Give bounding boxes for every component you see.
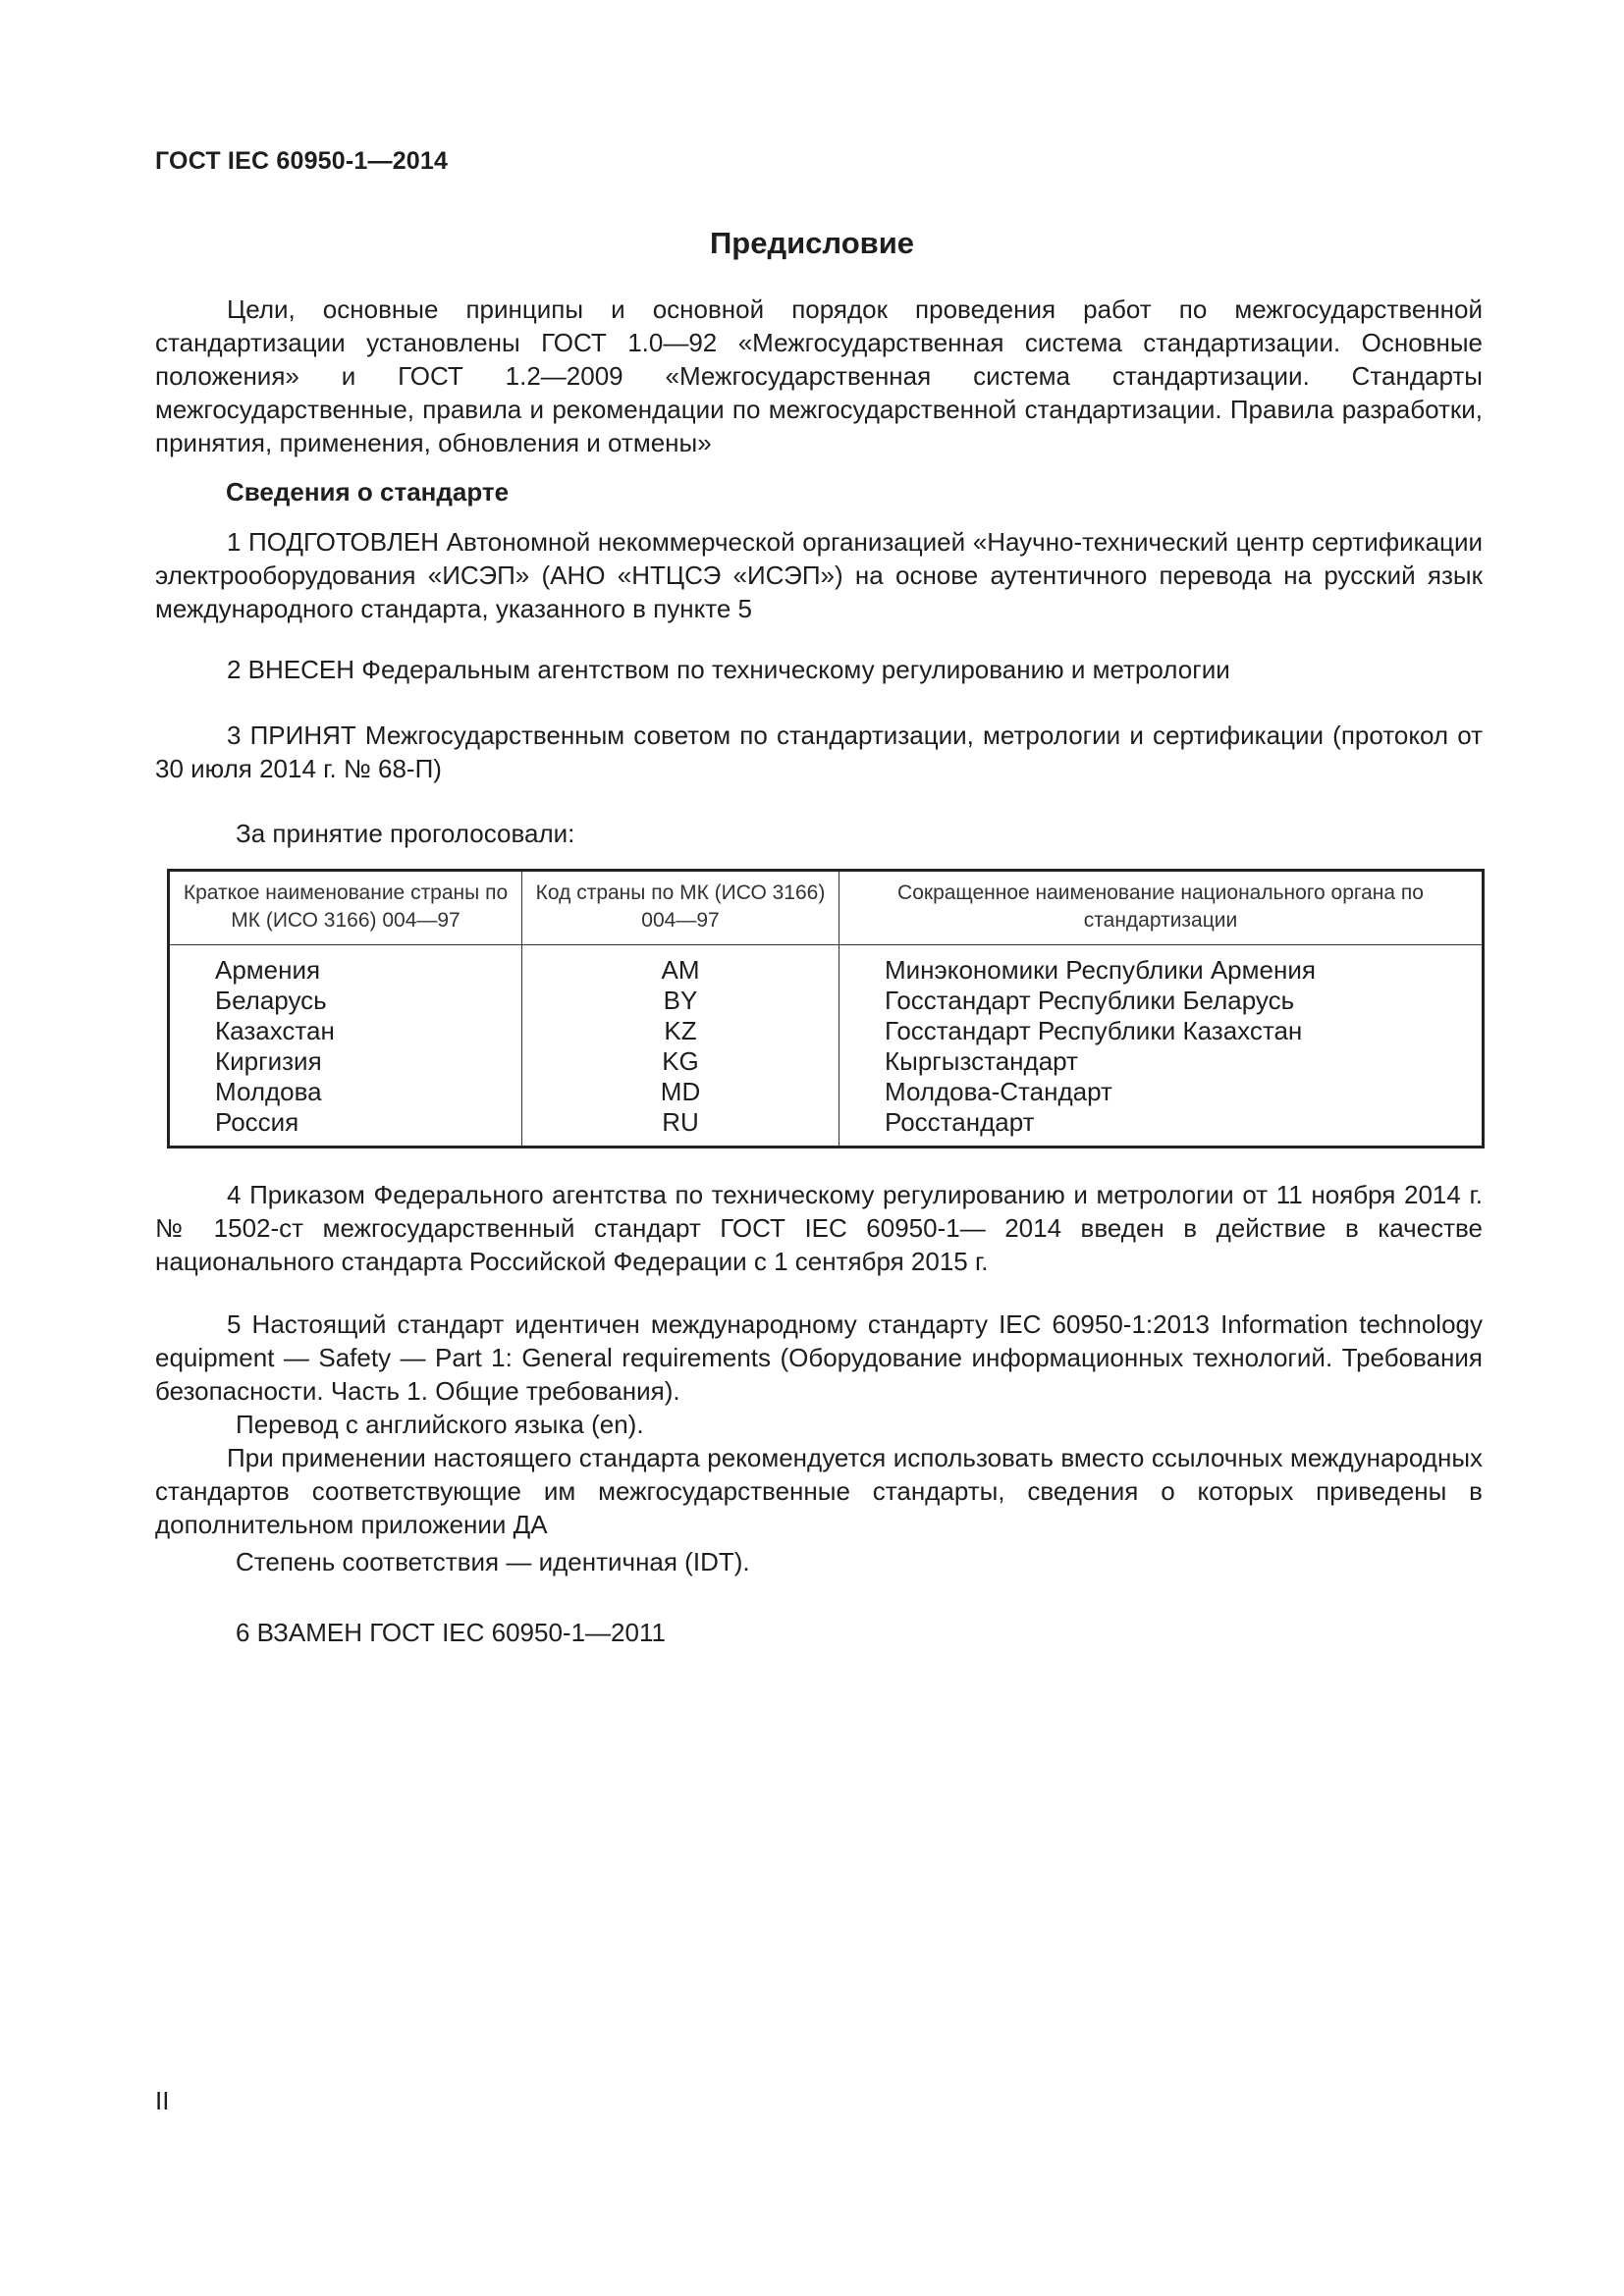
table-row xyxy=(169,1016,1484,1046)
code-cell: KZ xyxy=(522,1016,839,1046)
conformity-note: Степень соответствия — идентичная (IDT). xyxy=(236,1547,750,1576)
application-paragraph: При применении настоящего стандарта рекомендуется использовать вместо ссылочных международных стандартов соответствующие им межгосударственные стандарты, сведения о которых приведены в дополнительном приложении ДА xyxy=(155,1443,1483,1539)
national-body-cell: Кыргызстандарт xyxy=(885,1046,1078,1076)
code-cell: KG xyxy=(522,1046,839,1077)
page-title: Предисловие xyxy=(709,226,914,260)
voting-table xyxy=(167,869,1485,1148)
table-row xyxy=(169,1107,1484,1148)
table-header-row xyxy=(169,871,1484,945)
national-body-cell: Росстандарт xyxy=(885,1107,1035,1137)
country-cell: Россия xyxy=(169,1107,522,1148)
standard-code: ГОСТ IEC 60950-1—2014 xyxy=(155,147,449,175)
header-code: Код страны по МК (ИСО 3166) 004—97 xyxy=(522,871,839,945)
item-6-paragraph: 6 ВЗАМЕН ГОСТ IEC 60950-1—2011 xyxy=(236,1618,666,1647)
item-3-paragraph: 3 ПРИНЯТ Межгосударственным советом по стандартизации, метрологии и сертификации (протокол от 30 июля 2014 г. № 68-П) xyxy=(155,721,1483,783)
national-body-cell: Молдова-Стандарт xyxy=(885,1077,1112,1106)
section-heading: Сведения о стандарте xyxy=(226,477,510,507)
country-cell: Молдова xyxy=(169,1077,522,1107)
item-1-paragraph: 1 ПОДГОТОВЛЕН Автономной некоммерческой организацией «Научно-технический центр сертификации электрооборудования «ИСЭП» (АНО «НТЦСЭ «ИСЭП») на основе аутентичного перевода на русский язык международного стандарта, указанного в пункте 5 xyxy=(155,527,1483,623)
intro-paragraph: Цели, основные принципы и основной порядок проведения работ по межгосударственной стандартизации установлены ГОСТ 1.0—92 «Межгосударственная система стандартизации. Основные положения» и ГОСТ 1.2—2009 «Межгосударственная система стандартизации. Стандарты межгосударственные, правила и рекомендации по межгосударственной стандартизации. Правила разработки, принятия, применения, обновления и отмены» xyxy=(155,294,1483,457)
voted-label: За принятие проголосовали: xyxy=(236,819,575,848)
item-2-paragraph: 2 ВНЕСЕН Федеральным агентством по техническому регулированию и метрологии xyxy=(227,655,1230,684)
code-cell: AM xyxy=(522,945,839,987)
country-cell: Киргизия xyxy=(169,1046,522,1077)
code-cell: RU xyxy=(522,1107,839,1148)
country-cell: Беларусь xyxy=(169,986,522,1016)
code-cell: MD xyxy=(522,1077,839,1107)
table-row xyxy=(169,1046,1484,1077)
national-body-cell: Госстандарт Республики Беларусь xyxy=(885,986,1295,1015)
item-5-paragraph: 5 Настоящий стандарт идентичен международному стандарту IEC 60950-1:2013 Information technology equipment — Safety — Part 1: General requirements (Оборудование информационных технологий. Требования безопасности. Часть 1. Общие требования). xyxy=(155,1309,1483,1406)
national-body-cell: Госстандарт Республики Казахстан xyxy=(885,1016,1303,1045)
item-4-paragraph: 4 Приказом Федерального агентства по техническому регулированию и метрологии от 11 ноября 2014 г. № 1502-ст межгосударственный стандарт ГОСТ IEC 60950-1— 2014 введен в действие в качестве национального стандарта Российской Федерации с 1 сентября 2015 г. xyxy=(155,1180,1483,1276)
national-body-cell: Минэкономики Республики Армения xyxy=(885,955,1316,985)
code-cell: BY xyxy=(522,986,839,1016)
translation-note: Перевод с английского языка (en). xyxy=(236,1410,644,1439)
header-national-body: Сокращенное наименование национального органа по стандартизации xyxy=(839,871,1484,945)
country-cell: Казахстан xyxy=(169,1016,522,1046)
country-cell: Армения xyxy=(169,945,522,987)
table-row xyxy=(169,945,1484,987)
page-number: II xyxy=(155,2086,170,2115)
header-country: Краткое наименование страны по МК (ИСО 3166) 004—97 xyxy=(169,871,522,945)
table-row xyxy=(169,1077,1484,1107)
table-row xyxy=(169,986,1484,1016)
